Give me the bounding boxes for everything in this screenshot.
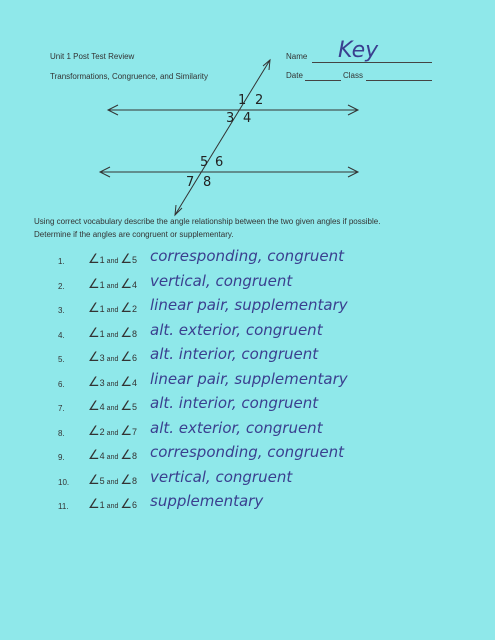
angle-a: 1 (99, 304, 105, 314)
angle-symbol: ∠ (88, 350, 100, 365)
handwritten-answer: linear pair, supplementary (150, 369, 348, 388)
question-angle-pair (88, 252, 137, 267)
angle-symbol: ∠ (120, 325, 133, 341)
and-word: and (106, 307, 119, 314)
question-row (0, 346, 495, 370)
parallel-lines-diagram (0, 0, 495, 240)
angle-label-7: 7 (186, 175, 195, 190)
question-row (0, 322, 495, 346)
angle-symbol: ∠ (120, 252, 133, 267)
angle-label-5: 5 (200, 155, 209, 170)
question-row (0, 273, 495, 297)
question-angle-pair (88, 375, 137, 390)
angle-b: 7 (132, 426, 138, 437)
angle-b: 2 (132, 304, 138, 314)
question-angle-pair (88, 497, 137, 512)
question-number: 7. (58, 404, 65, 413)
question-row (0, 469, 495, 493)
worksheet-subtitle: Transformations, Congruence, and Similarity (50, 72, 208, 81)
angle-b: 8 (132, 451, 138, 461)
angle-a: 4 (99, 402, 105, 412)
question-row (0, 420, 495, 444)
and-word: and (106, 429, 119, 437)
angle-a: 3 (99, 353, 105, 363)
angle-b: 8 (132, 475, 138, 486)
handwritten-answer: corresponding, congruent (150, 247, 345, 265)
question-angle-pair (88, 277, 137, 292)
angle-symbol: ∠ (88, 472, 100, 488)
angle-label-4: 4 (243, 111, 252, 126)
question-number: 4. (58, 330, 65, 340)
angle-symbol: ∠ (120, 350, 133, 365)
angle-a: 2 (99, 426, 105, 437)
handwritten-answer: linear pair, supplementary (150, 296, 348, 314)
angle-symbol: ∠ (88, 374, 100, 390)
angle-symbol: ∠ (88, 301, 100, 316)
and-word: and (106, 405, 119, 412)
question-row (0, 493, 495, 517)
handwritten-answer: alt. exterior, congruent (150, 418, 323, 437)
name-value: Key (338, 38, 379, 63)
angle-b: 5 (132, 255, 138, 265)
question-angle-pair (88, 473, 137, 488)
angle-symbol: ∠ (88, 252, 100, 267)
question-row (0, 395, 495, 419)
angle-symbol: ∠ (88, 497, 100, 512)
question-angle-pair (88, 424, 137, 439)
handwritten-answer: alt. interior, congruent (150, 394, 319, 412)
angle-symbol: ∠ (88, 325, 100, 341)
and-word: and (106, 282, 119, 290)
angle-symbol: ∠ (120, 472, 133, 488)
and-word: and (106, 503, 119, 510)
angle-symbol: ∠ (120, 423, 133, 439)
angle-a: 1 (99, 279, 105, 290)
angle-label-2: 2 (255, 93, 264, 108)
question-number: 6. (58, 379, 65, 389)
name-label: Name (286, 52, 308, 61)
angle-symbol: ∠ (120, 276, 133, 292)
question-row (0, 371, 495, 395)
angle-b: 6 (132, 500, 138, 510)
angle-symbol: ∠ (88, 399, 100, 414)
and-word: and (106, 454, 119, 461)
question-number: 3. (58, 306, 65, 315)
angle-b: 4 (132, 279, 138, 290)
instructions-line-2: Determine if the angles are congruent or supplementary. (34, 230, 234, 239)
handwritten-answer: supplementary (150, 492, 264, 510)
angle-a: 3 (99, 377, 105, 388)
question-number: 2. (58, 281, 65, 291)
and-word: and (106, 331, 119, 339)
angle-a: 4 (99, 451, 105, 461)
handwritten-answer: corresponding, congruent (150, 443, 345, 461)
angle-b: 4 (132, 377, 138, 388)
angle-b: 8 (132, 328, 138, 339)
question-row (0, 248, 495, 272)
angle-symbol: ∠ (88, 448, 100, 463)
angle-symbol: ∠ (88, 423, 100, 439)
and-word: and (106, 478, 119, 486)
and-word: and (106, 356, 119, 363)
angle-label-6: 6 (215, 155, 224, 170)
angle-b: 5 (132, 402, 138, 412)
question-number: 9. (58, 453, 65, 462)
angle-symbol: ∠ (120, 448, 133, 463)
class-label: Class (343, 71, 364, 80)
handwritten-answer: alt. interior, congruent (150, 345, 319, 363)
date-label: Date (286, 71, 303, 80)
handwritten-answer: vertical, congruent (150, 271, 293, 290)
angle-a: 1 (99, 328, 105, 339)
angle-a: 1 (99, 500, 105, 510)
instructions-line-1: Using correct vocabulary describe the angle relationship between the two given angles if possible. (34, 217, 381, 226)
angle-b: 6 (132, 353, 138, 363)
worksheet-title: Unit 1 Post Test Review (50, 52, 135, 61)
question-number: 10. (58, 477, 70, 487)
question-number: 8. (58, 428, 65, 438)
handwritten-answer: vertical, congruent (150, 467, 293, 486)
question-number: 5. (58, 355, 65, 364)
angle-symbol: ∠ (120, 374, 133, 390)
question-angle-pair (88, 448, 137, 463)
question-angle-pair (88, 301, 137, 316)
handwritten-answer: alt. exterior, congruent (150, 320, 323, 339)
angle-label-1: 1 (238, 93, 247, 108)
question-number: 1. (58, 257, 65, 266)
angle-symbol: ∠ (88, 276, 100, 292)
angle-label-3: 3 (226, 111, 235, 126)
and-word: and (106, 380, 119, 388)
angle-symbol: ∠ (120, 399, 133, 414)
transversal-line (175, 60, 270, 215)
question-angle-pair (88, 326, 137, 341)
question-angle-pair (88, 350, 137, 365)
question-angle-pair (88, 399, 137, 414)
and-word: and (106, 258, 119, 265)
angle-label-8: 8 (203, 175, 212, 190)
angle-symbol: ∠ (120, 497, 133, 512)
question-row (0, 444, 495, 468)
angle-a: 5 (99, 475, 105, 486)
question-number: 11. (58, 502, 69, 511)
question-row (0, 297, 495, 321)
angle-symbol: ∠ (120, 301, 133, 316)
angle-a: 1 (99, 255, 105, 265)
